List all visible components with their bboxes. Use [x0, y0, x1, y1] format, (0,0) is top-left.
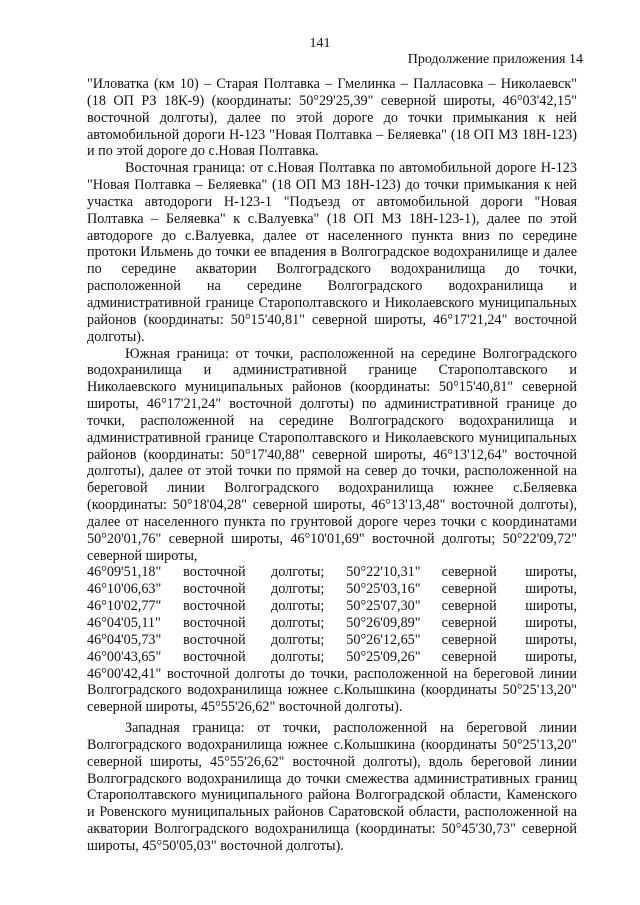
coordinate-cell: 46°04'05,11": [87, 615, 161, 631]
coordinate-row: [87, 615, 577, 632]
appendix-note: Продолжение приложения 14: [407, 52, 583, 67]
coordinate-table: [87, 564, 577, 665]
coordinate-cell: северной: [441, 631, 497, 648]
coordinate-cell: широты,: [525, 631, 577, 648]
coordinate-cell: северной: [441, 581, 497, 598]
paragraph-south-border: Южная граница: от точки, расположенной на середине Волгоградского водохранилища и административной границе Старополтавского и Николаевского муниципальных районов (координаты: 50°15'40,81" северной широты, 46°17'21,24" восточной долготы) по административной границе до точки, расположенной на середине Волгоградского водохранилища и административной границе Старополтавского и Николаевского муниципальных районов (координаты: 50°17'40,88" северной широты, 46°13'12,64" восточной долготы), далее от этой точки по прямой на север до точки, расположенной на береговой линии Волгоградского водохранилища южнее с.Беляевка (координаты: 50°18'04,28" северной широты, 46°13'13,48" восточной долготы), далее от населенного пункта по грунтовой дороге через точки с координатами 50°20'01,76" северной широты, 46°10'01,69" восточной долготы; 50°22'09,72" северной широты,: [87, 345, 577, 564]
coordinate-row: [87, 564, 577, 581]
page-number: 141: [309, 36, 331, 51]
coordinate-cell: 46°10'06,63": [87, 581, 162, 598]
coordinate-cell: долготы;: [271, 648, 325, 665]
coordinate-row: [87, 649, 577, 666]
paragraph-west-border: Западная граница: от точки, расположенной на береговой линии Волгоградского водохранилища южнее с.Колышкина (координаты 50°25'13,20" северной широты, 45°55'26,62" восточной долготы), вдоль береговой линии Волгоградского водохранилища до точки смежества административных границ Старополтавского муниципального района Волгоградской области, Каменского и Ровенского муниципальных районов Саратовской области, расположенной на акватории Волгоградского водохранилища (координаты: 50°45'30,73" северной широты, 45°50'05,03" восточной долготы).: [87, 720, 577, 854]
coordinate-cell: 46°09'51,18": [87, 564, 162, 581]
coordinate-cell: долготы;: [271, 581, 325, 598]
coordinate-cell: 50°25'09,26": [346, 648, 421, 665]
coordinate-cell: широты,: [525, 615, 577, 631]
coordinate-cell: 46°00'43,65": [87, 648, 162, 665]
coordinate-cell: широты,: [525, 598, 577, 615]
coordinate-cell: долготы;: [271, 631, 325, 648]
paragraph-south-border-tail: 46°00'42,41" восточной долготы до точки, расположенной на береговой линии Волгоградского водохранилища южнее с.Колышкина (координаты 50°25'13,20" северной широты, 45°55'26,62" восточной долготы).: [87, 665, 577, 716]
coordinate-cell: широты,: [525, 564, 577, 581]
coordinate-cell: северной: [441, 564, 497, 581]
coordinate-cell: 50°26'12,65": [346, 631, 421, 648]
coordinate-cell: северной: [441, 598, 497, 615]
coordinate-cell: долготы;: [271, 598, 325, 615]
paragraph-east-border: Восточная граница: от с.Новая Полтавка по автомобильной дороге Н-123 "Новая Полтавка – Беляевка" (18 ОП МЗ 18Н-123) до точки примыкания к ней участка автодороги Н-123-1 "Подъезд от автомобильной дороги "Новая Полтавка – Беляевка" к с.Валуевка" (18 ОП МЗ 18Н-123-1), далее по этой автодороге до с.Валуевка, далее от населенного пункта вниз по середине протоки Ильмень до точки ее впадения в Волгоградское водохранилище и далее по середине акватории Волгоградского водохранилища до точки, расположенной на середине Волгоградского водохранилища и административной границе Старополтавского и Николаевского муниципальных районов (координаты: 50°15'40,81" северной широты, 46°17'21,24" восточной долготы).: [87, 160, 577, 345]
coordinate-row: [87, 581, 577, 598]
coordinate-cell: 50°26'09,89": [346, 615, 421, 631]
coordinate-cell: восточной: [183, 598, 246, 615]
coordinate-cell: 50°25'07,30": [346, 598, 421, 615]
coordinate-cell: северной: [441, 648, 497, 665]
coordinate-cell: восточной: [183, 564, 246, 581]
coordinate-cell: 50°22'10,31": [346, 564, 421, 581]
coordinate-cell: восточной: [183, 631, 246, 648]
coordinate-cell: восточной: [183, 581, 246, 598]
paragraph-continuation: "Иловатка (км 10) – Старая Полтавка – Гмелинка – Палласовка – Николаевск" (18 ОП РЗ 18К-9) (координаты: 50°29'25,39" северной широты, 46°03'42,15" восточной долготы), далее по этой дороге до точки примыкания к ней автомобильной дороги Н-123 "Новая Полтавка – Беляевка" (18 ОП МЗ 18Н-123) и по этой дороге до с.Новая Полтавка.: [87, 76, 577, 160]
coordinate-cell: широты,: [525, 581, 577, 598]
coordinate-row: [87, 632, 577, 649]
coordinate-cell: восточной: [183, 615, 246, 631]
coordinate-cell: восточной: [183, 648, 246, 665]
coordinate-cell: широты,: [525, 648, 577, 665]
coordinate-cell: долготы;: [271, 615, 325, 631]
document-body: [87, 76, 577, 855]
coordinate-cell: 46°04'05,73": [87, 631, 162, 648]
coordinate-cell: долготы;: [271, 564, 325, 581]
coordinate-cell: северной: [441, 615, 497, 631]
coordinate-cell: 50°25'03,16": [346, 581, 421, 598]
coordinate-row: [87, 598, 577, 615]
coordinate-cell: 46°10'02,77": [87, 598, 162, 615]
